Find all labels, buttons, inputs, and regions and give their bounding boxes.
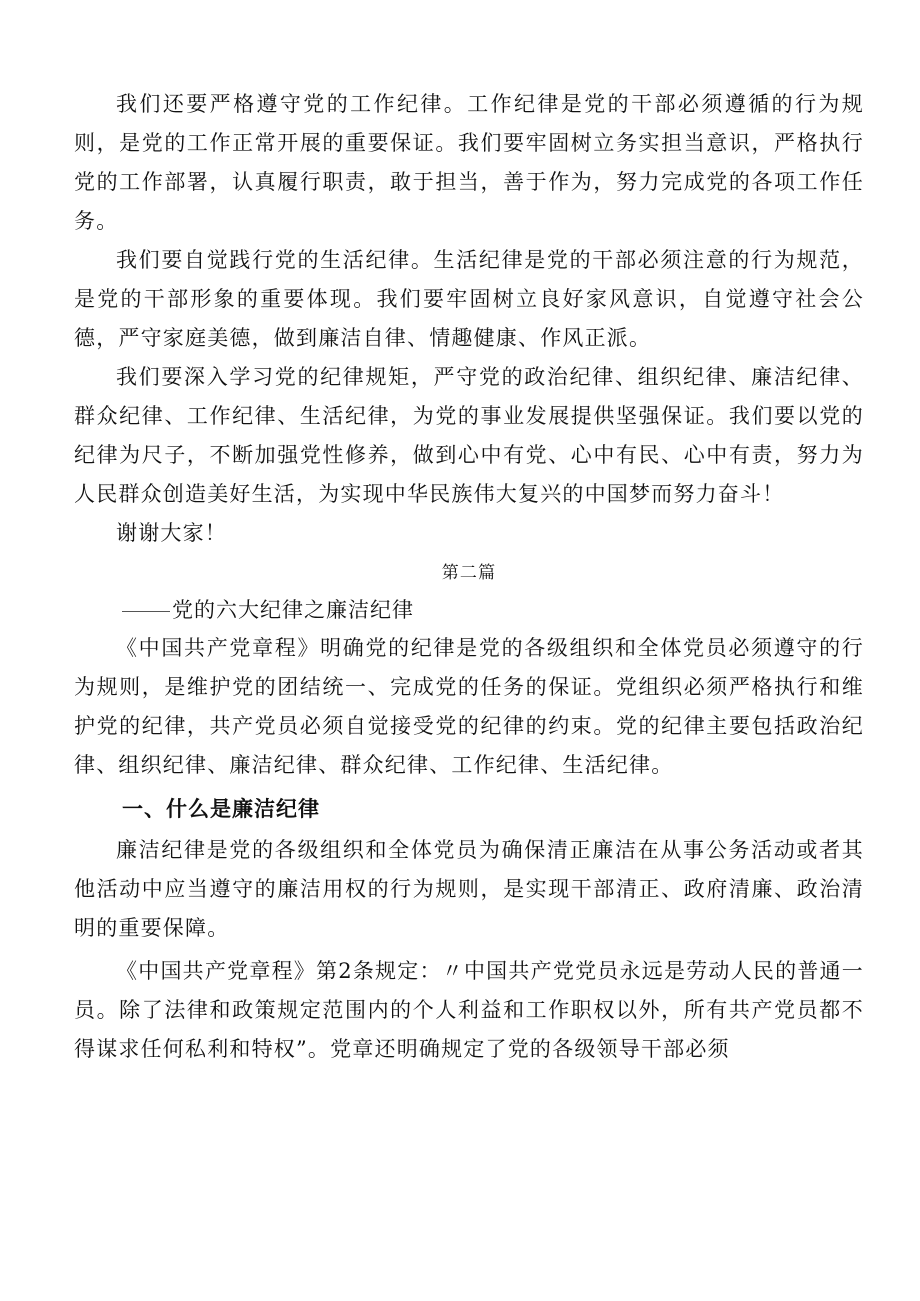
paragraph-work-discipline: 我们还要严格遵守党的工作纪律。工作纪律是党的干部必须遵循的行为规则，是党的工作正常开展的重要保证。我们要牢固树立务实担当意识，严格执行党的工作部署，认真履行职责，敢于担当，善于作为，努力完成党的各项工作任务。 xyxy=(74,92,864,233)
paragraph-intro: 《中国共产党章程》明确党的纪律是党的各级组织和全体党员必须遵守的行为规则，是维护党的团结统一、完成党的任务的保证。党组织必须严格执行和维护党的纪律，共产党员必须自觉接受党的纪律的约束。党的纪律主要包括政治纪律、组织纪律、廉洁纪律、群众纪律、工作纪律、生活纪律。 xyxy=(74,636,864,777)
paragraph-definition: 廉洁纪律是党的各级组织和全体党员为确保清正廉洁在从事公务活动或者其他活动中应当遵守的廉洁用权的行为规则，是实现干部清正、政府清廉、政治清明的重要保障。 xyxy=(74,838,864,940)
paragraph-life-discipline: 我们要自觉践行党的生活纪律。生活纪律是党的干部必须注意的行为规范，是党的干部形象的重要体现。我们要牢固树立良好家风意识，自觉遵守社会公德，严守家庭美德，做到廉洁自律、情趣健康、作风正派。 xyxy=(74,248,864,350)
paragraph-conclusion: 我们要深入学习党的纪律规矩，严守党的政治纪律、组织纪律、廉洁纪律、群众纪律、工作纪律、生活纪律，为党的事业发展提供坚强保证。我们要以党的纪律为尺子，不断加强党性修养，做到心中有党、心中有民、心中有责，努力为人民群众创造美好生活，为实现中华民族伟大复兴的中国梦而努力奋斗！ xyxy=(74,365,864,506)
heading-what-is-integrity: 一、什么是廉洁纪律 xyxy=(122,797,320,821)
subtitle-text: 党的六大纪律之廉洁纪律 xyxy=(172,598,414,622)
subtitle xyxy=(74,591,864,629)
paragraph-thanks: 谢谢大家！ xyxy=(116,521,227,545)
paragraph-charter-article: 《中国共产党章程》第2条规定：〃中国共产党党员永远是劳动人民的普通一员。除了法律和政策规定范围内的个人利益和工作职权以外，所有共产党员都不得谋求任何私利和特权”。党章还明确规定了党的各级领导干部必须 xyxy=(74,959,864,1061)
dash-line xyxy=(122,611,170,612)
section-title: 第二篇 xyxy=(441,563,497,583)
document-page xyxy=(74,85,864,1069)
